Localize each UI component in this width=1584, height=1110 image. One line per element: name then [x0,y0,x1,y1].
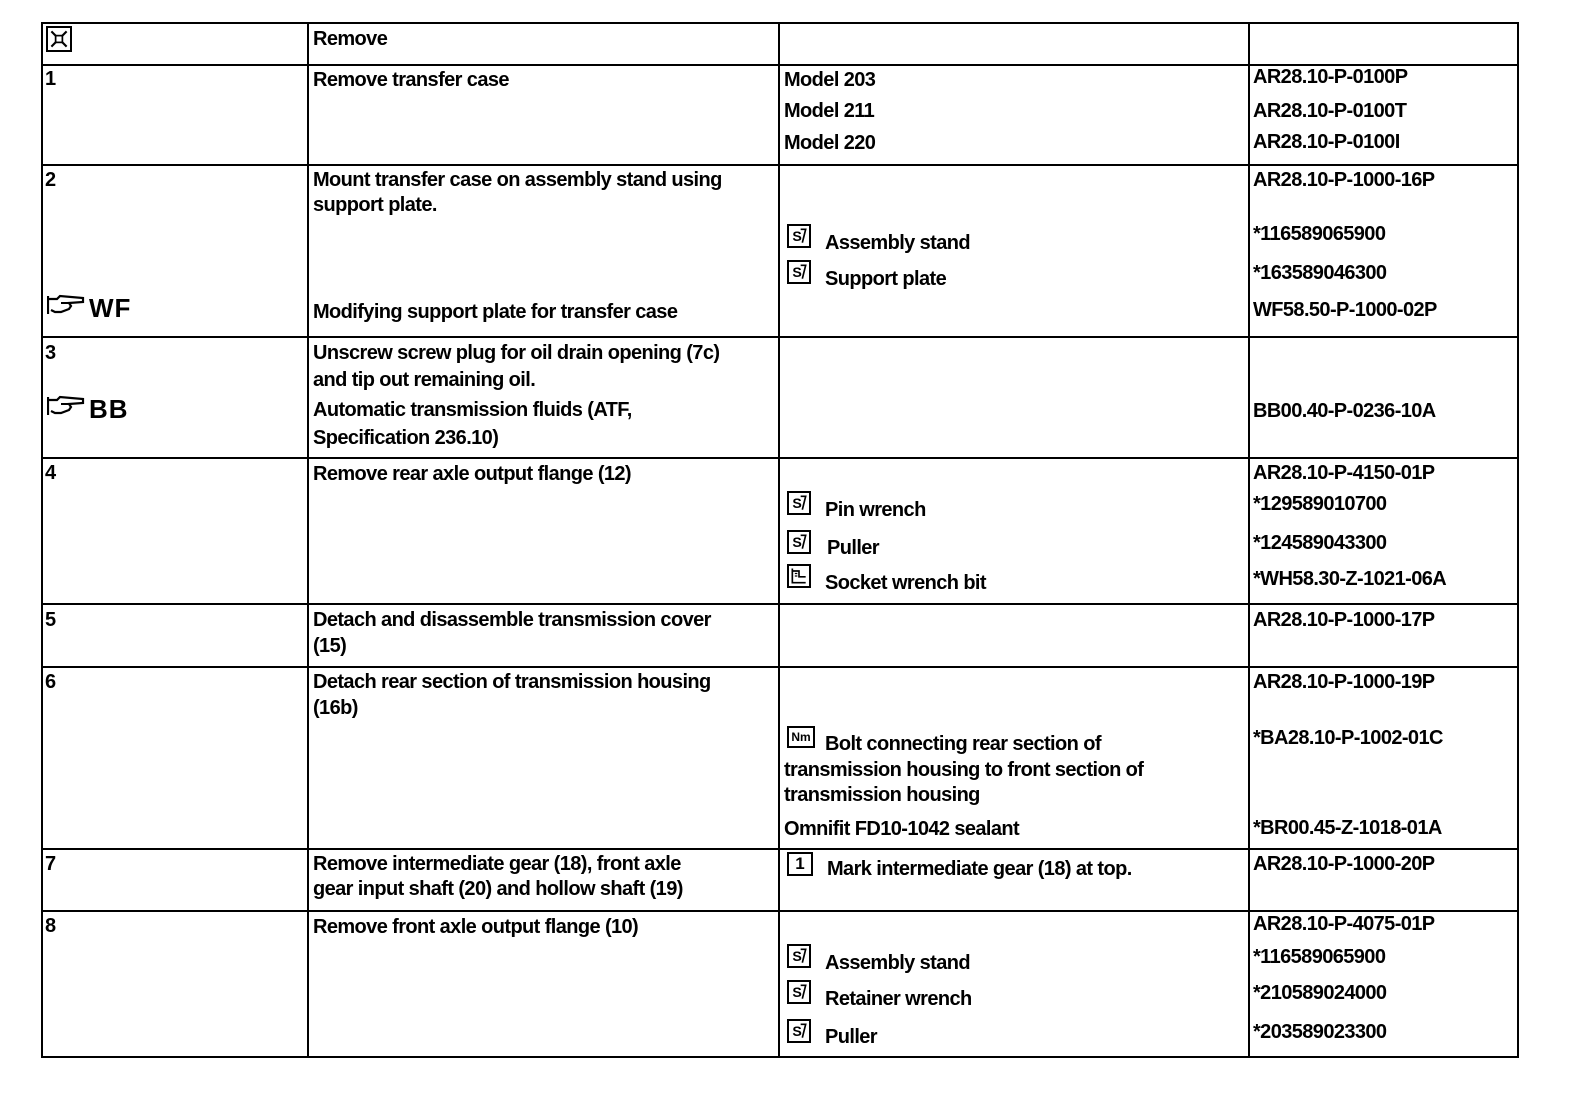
remove-symbol-icon [46,26,72,52]
column-divider [307,24,309,1056]
step-text-line: and tip out remaining oil. [313,369,536,391]
tool-label: Puller [827,537,879,559]
special-tool-icon [787,1019,811,1043]
reference-link[interactable]: AR28.10-P-1000-19P [1253,671,1435,693]
column-divider [778,24,780,1056]
torque-text-line: Bolt connecting rear section of [825,733,1101,755]
note-text: Mark intermediate gear (18) at top. [827,858,1132,880]
tool-label: Support plate [825,268,947,290]
step-text-line: support plate. [313,194,437,216]
note-text-line: Specification 236.10) [313,427,499,449]
step-text: Remove transfer case [313,69,509,91]
step-number: 6 [45,671,56,693]
step-number: 5 [45,609,56,631]
tool-label: Socket wrench bit [825,572,986,594]
tool-part-number[interactable]: *210589024000 [1253,982,1387,1004]
special-tool-icon [787,491,811,515]
svg-text:S: S [792,949,802,965]
step-number: 7 [45,853,56,875]
reference-link[interactable]: AR28.10-P-1000-17P [1253,609,1435,631]
reference-link[interactable]: AR28.10-P-0100I [1253,131,1400,153]
note-text: Modifying support plate for transfer case [313,301,678,323]
step-text-line: Mount transfer case on assembly stand using [313,169,722,191]
svg-text:S: S [792,985,802,1001]
special-tool-icon [787,530,811,554]
reference-link[interactable]: AR28.10-P-0100T [1253,100,1407,122]
reference-link[interactable]: WF58.50-P-1000-02P [1253,299,1437,321]
torque-text-line: transmission housing [784,784,980,806]
tool-part-number[interactable]: *116589065900 [1253,946,1386,968]
tool-part-number[interactable]: *129589010700 [1253,493,1387,515]
special-tool-icon [787,980,811,1004]
reference-link[interactable]: AR28.10-P-1000-20P [1253,853,1435,875]
step-number: 1 [45,68,56,90]
tool-part-number[interactable]: *116589065900 [1253,223,1386,245]
model-label: Model 203 [784,69,876,91]
note-tag: WF [89,293,132,323]
tool-label: Assembly stand [825,952,970,974]
step-text-line: Detach rear section of transmission housing [313,671,711,693]
reference-link[interactable]: *BA28.10-P-1002-01C [1253,727,1443,749]
step-text-line: Unscrew screw plug for oil drain opening (7c) [313,342,720,364]
header-title: Remove [313,28,388,50]
row-divider [43,666,1517,668]
tool-label: Puller [825,1026,877,1048]
special-tool-icon [787,224,811,248]
tool-part-number[interactable]: *163589046300 [1253,262,1387,284]
svg-text:S: S [792,229,802,245]
step-text-line: (16b) [313,697,358,719]
pointing-hand-icon [47,294,85,316]
reference-link[interactable]: AR28.10-P-4150-01P [1253,462,1435,484]
torque-icon: Nm [787,726,815,748]
step-text-line: Detach and disassemble transmission cover [313,609,711,631]
column-divider [1248,24,1250,1056]
tool-part-number[interactable]: *203589023300 [1253,1021,1387,1043]
reference-link[interactable]: *BR00.45-Z-1018-01A [1253,817,1442,839]
sealant-label: Omnifit FD10-1042 sealant [784,818,1020,840]
special-tool-icon [787,944,811,968]
torque-text-line: transmission housing to front section of [784,759,1144,781]
step-number: 2 [45,169,56,191]
reference-link[interactable]: BB00.40-P-0236-10A [1253,400,1436,422]
note-text-line: Automatic transmission fluids (ATF, [313,399,632,421]
step-text: Remove rear axle output flange (12) [313,463,631,485]
model-label: Model 211 [784,100,875,122]
tool-part-number[interactable]: *124589043300 [1253,532,1387,554]
procedure-table [41,22,1519,1058]
step-number: 4 [45,462,56,484]
reference-link[interactable]: AR28.10-P-1000-16P [1253,169,1435,191]
tool-label: Assembly stand [825,232,970,254]
step-number: 3 [45,342,56,364]
row-divider [43,336,1517,338]
special-tool-icon [787,260,811,284]
workshop-tool-icon [787,564,811,588]
svg-text:S: S [792,265,802,281]
reference-link[interactable]: AR28.10-P-0100P [1253,66,1408,88]
reference-link[interactable]: AR28.10-P-4075-01P [1253,913,1435,935]
note-tag: BB [89,394,129,424]
svg-text:S: S [792,496,802,512]
row-divider [43,603,1517,605]
row-divider [43,457,1517,459]
pointing-hand-icon [47,395,85,417]
row-divider [43,848,1517,850]
step-text: Remove front axle output flange (10) [313,916,639,938]
model-label: Model 220 [784,132,876,154]
tool-part-number[interactable]: *WH58.30-Z-1021-06A [1253,568,1447,590]
row-divider [43,164,1517,166]
step-number: 8 [45,915,56,937]
step-number-marker-icon: 1 [787,852,813,876]
svg-text:S: S [792,1024,802,1040]
step-text-line: gear input shaft (20) and hollow shaft (19) [313,878,683,900]
svg-text:S: S [792,535,802,551]
step-text-line: (15) [313,635,347,657]
step-text-line: Remove intermediate gear (18), front axle [313,853,681,875]
tool-label: Retainer wrench [825,988,972,1010]
tool-label: Pin wrench [825,499,926,521]
